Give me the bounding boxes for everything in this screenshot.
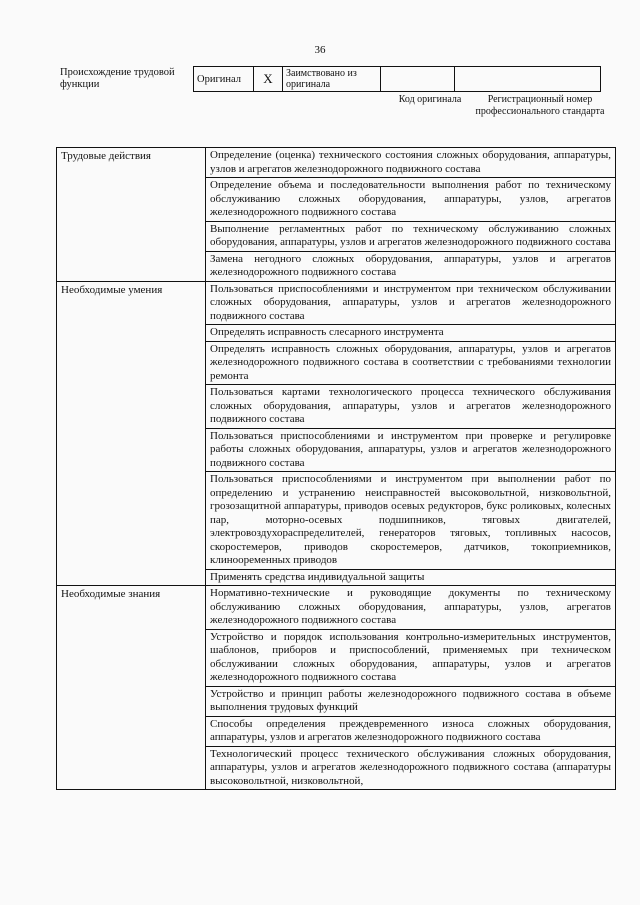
code-caption: Код оригинала xyxy=(398,94,462,105)
section-items xyxy=(206,148,616,282)
section-label: Трудовые действия xyxy=(57,148,206,282)
section-items xyxy=(206,586,616,790)
list-item: Пользоваться приспособлениями и инструментом при техническом обслуживании сложных оборудования, аппаратуры, узлов и агрегатов железнодорожного подвижного состава xyxy=(210,282,611,322)
list-item: Нормативно-технические и руководящие документы по техническому обслуживанию сложных оборудования, аппаратуры, узлов, агрегатов железнодорожного подвижного состава xyxy=(210,587,611,626)
list-item: Определение (оценка) технического состояния сложных оборудования, аппаратуры, узлов и агрегатов железнодорожного подвижного состава xyxy=(210,149,611,175)
list-item: Применять средства индивидуальной защиты xyxy=(206,569,615,586)
code-cell xyxy=(381,67,455,92)
original-cell: Оригинал xyxy=(194,67,254,92)
borrowed-cell: Заимствовано из оригинала xyxy=(283,67,381,92)
list-item: Технологический процесс технического обслуживания сложных оборудования, аппаратуры, узлов и агрегатов железнодорожного подвижного состава (аппаратуры высоковольтной, низковольтной, xyxy=(206,746,615,790)
list-item: Определять исправность сложных оборудования, аппаратуры, узлов и агрегатов железнодорожного подвижного состава в соответствии с требованиями технологии ремонта xyxy=(206,341,615,385)
list-item: Определение объема и последовательности выполнения работ по техническому обслуживанию сложных оборудования, аппаратуры, узлов, агрегатов железнодорожного подвижного состава xyxy=(206,177,615,221)
section-label: Необходимые умения xyxy=(57,281,206,586)
reg-number-cell xyxy=(455,67,601,92)
page-number: 36 xyxy=(314,44,326,56)
list-item: Замена негодного сложных оборудования, аппаратуры, узлов и агрегатов железнодорожного подвижного состава xyxy=(206,251,615,281)
original-mark: X xyxy=(254,67,283,92)
section-row xyxy=(57,586,616,790)
section-row xyxy=(57,148,616,282)
section-label: Необходимые знания xyxy=(57,586,206,790)
list-item: Пользоваться картами технологического процесса технического обслуживания сложных оборудования, аппаратуры, узлов и агрегатов железнодорожного подвижного состава xyxy=(206,384,615,428)
section-items xyxy=(206,281,616,586)
list-item: Способы определения преждевременного износа сложных оборудования, аппаратуры, узлов и агрегатов железнодорожного подвижного состава xyxy=(206,716,615,746)
list-item: Устройство и принцип работы железнодорожного подвижного состава в объеме выполнения трудовых функций xyxy=(206,686,615,716)
list-item: Пользоваться приспособлениями и инструментом при проверке и регулировке работы сложных оборудования, аппаратуры, узлов и агрегатов железнодорожного подвижного состава xyxy=(206,428,615,472)
list-item: Пользоваться приспособлениями и инструментом при выполнении работ по определению и устранению неисправностей высоковольтной, низковольтной, грозозащитной аппаратуры, приводов осевых редукторов, букс роликовых, колесных пар, моторно-осевых подшипников, тяговых двигателей, электровоздухораспределителей, генераторов тяговых, топливных насосов, скоростемеров, приводов скоростемеров, датчиков, токоприемников, клинооременных приводов xyxy=(206,471,615,569)
reg-caption: Регистрационный номер профессионального стандарта xyxy=(475,94,605,117)
origin-label: Происхождение трудовой функции xyxy=(60,67,175,90)
list-item: Устройство и порядок использования контрольно-измерительных инструментов, шаблонов, приборов и приспособлений, применяемых при техническом обслуживании сложных оборудования, аппаратуры, узлов и агрегатов железнодорожного подвижного состава xyxy=(206,629,615,686)
list-item: Выполнение регламентных работ по техническому обслуживанию сложных оборудования, аппаратуры, узлов и агрегатов железнодорожного подвижного состава xyxy=(206,221,615,251)
section-row xyxy=(57,281,616,586)
list-item: Определять исправность слесарного инструмента xyxy=(206,324,615,341)
function-table xyxy=(56,147,616,790)
origin-table xyxy=(193,66,601,92)
